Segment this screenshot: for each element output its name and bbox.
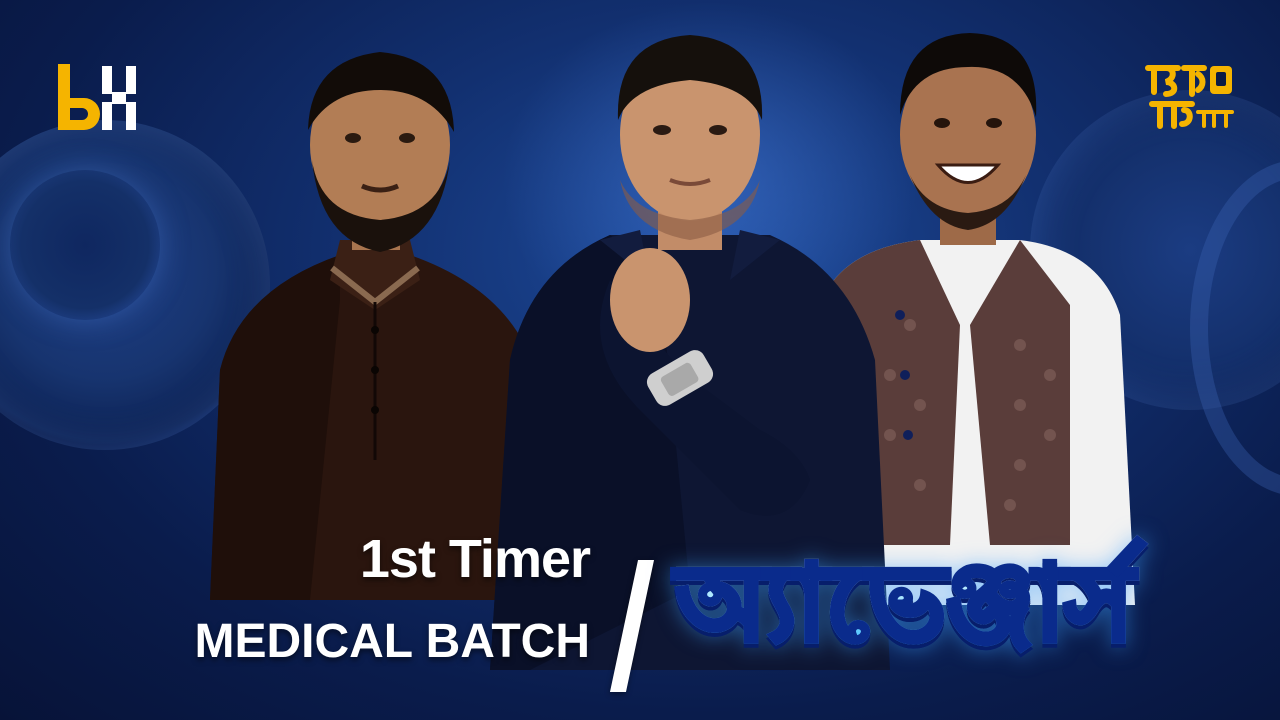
batch-title-bengali: অ্যাভেঞ্জার্স (676, 528, 1216, 678)
bh-logo (56, 62, 140, 134)
background-lens-left-inner (10, 170, 160, 320)
headline-line2: MEDICAL BATCH (194, 615, 590, 668)
bondi-pathshala-logo (1140, 58, 1240, 130)
headline-line1: 1st Timer (359, 529, 590, 589)
